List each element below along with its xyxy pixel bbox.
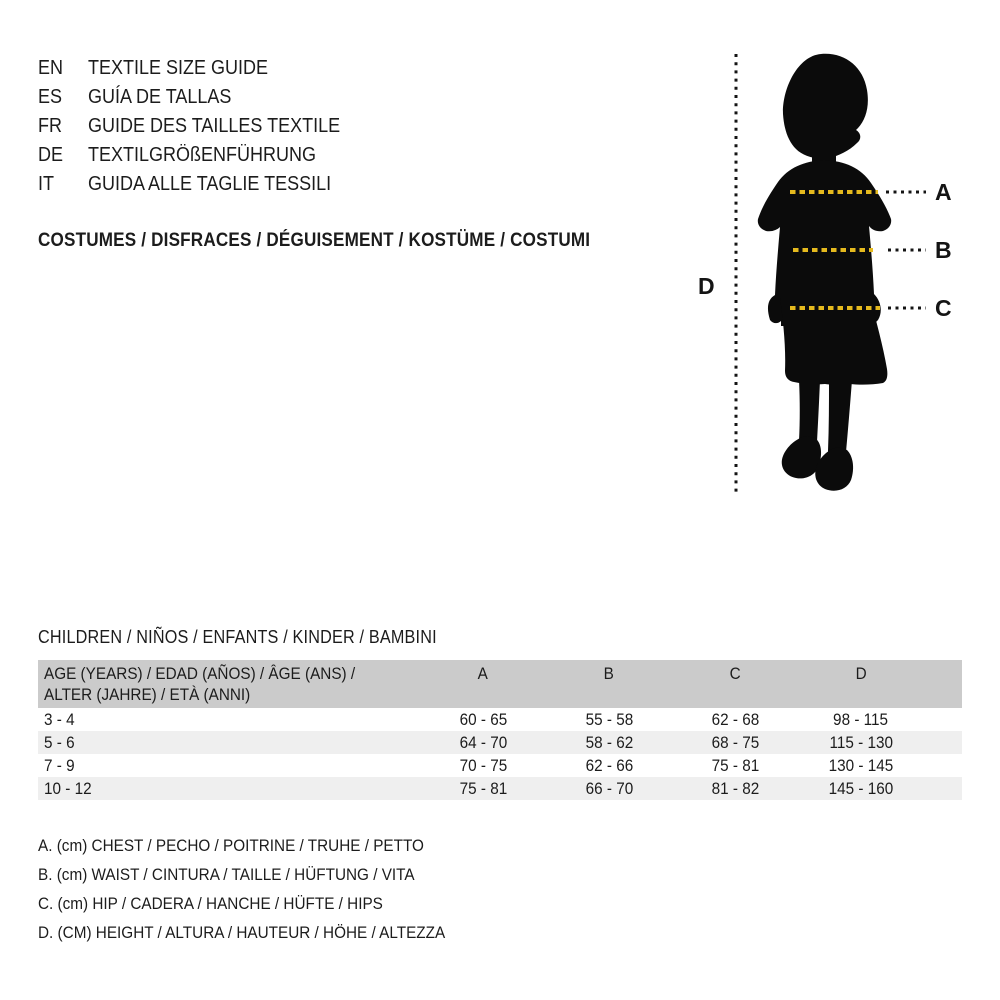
lang-label: TEXTILGRÖßENFÜHRUNG: [88, 144, 317, 166]
lang-row-it: [38, 170, 368, 199]
lang-label: TEXTILE SIZE GUIDE: [88, 57, 269, 79]
height-label: D: [698, 273, 715, 299]
waist-cell: 62 - 66: [585, 756, 633, 775]
age-column-header: AGE (YEARS) / EDAD (AÑOS) / ÂGE (ANS) / ALTER (JAHRE) / ETÀ (ANNI): [44, 664, 356, 704]
table-row: [38, 731, 962, 754]
chest-cell: 64 - 70: [459, 733, 507, 752]
chest-cell: 60 - 65: [459, 710, 507, 729]
measurement-figure: [690, 40, 960, 510]
height-cell: 145 - 160: [828, 779, 894, 798]
lang-code: DE: [38, 144, 64, 166]
section-title-children: CHILDREN / NIÑOS / ENFANTS / KINDER / BAMBINI: [38, 627, 437, 647]
hip-cell: 81 - 82: [711, 779, 759, 798]
size-table: [38, 660, 962, 800]
lang-code: FR: [38, 115, 63, 137]
lang-row-en: [38, 54, 368, 83]
age-cell: 3 - 4: [44, 710, 75, 729]
age-cell: 10 - 12: [44, 779, 92, 798]
age-cell: 7 - 9: [44, 756, 75, 775]
table-row: [38, 754, 962, 777]
legend-chest: A. (cm) CHEST / PECHO / POITRINE / TRUHE / PETTO: [38, 836, 424, 855]
chest-cell: 75 - 81: [459, 779, 507, 798]
language-guide-list: [38, 54, 368, 199]
legend-height: D. (CM) HEIGHT / ALTURA / HAUTEUR / HÖHE / ALTEZZA: [38, 923, 446, 942]
table-header-row: [38, 660, 962, 708]
height-cell: 98 - 115: [833, 710, 889, 729]
column-header-d: D: [855, 664, 867, 683]
lang-code: EN: [38, 57, 64, 79]
measurement-legend: [38, 831, 490, 947]
column-header-a: A: [477, 664, 489, 683]
category-title: COSTUMES / DISFRACES / DÉGUISEMENT / KOSTÜME / COSTUMI: [38, 230, 591, 251]
hip-cell: 68 - 75: [711, 733, 759, 752]
lang-row-de: [38, 141, 368, 170]
child-silhouette-icon: [758, 54, 891, 491]
lang-row-es: [38, 83, 368, 112]
lang-label: GUIDE DES TAILLES TEXTILE: [88, 115, 341, 137]
waist-cell: 58 - 62: [585, 733, 633, 752]
chest-label: A: [935, 179, 952, 205]
waist-cell: 66 - 70: [585, 779, 633, 798]
hip-cell: 62 - 68: [711, 710, 759, 729]
waist-label: B: [935, 237, 952, 263]
table-row: [38, 777, 962, 800]
legend-hip: C. (cm) HIP / CADERA / HANCHE / HÜFTE / HIPS: [38, 894, 383, 913]
lang-label: GUÍA DE TALLAS: [88, 86, 232, 108]
chest-cell: 70 - 75: [459, 756, 507, 775]
column-header-c: C: [729, 664, 741, 683]
lang-row-fr: [38, 112, 368, 141]
height-cell: 115 - 130: [829, 733, 893, 752]
legend-waist: B. (cm) WAIST / CINTURA / TAILLE / HÜFTUNG / VITA: [38, 865, 415, 884]
table-row: [38, 708, 962, 731]
waist-cell: 55 - 58: [585, 710, 633, 729]
column-header-b: B: [603, 664, 615, 683]
lang-label: GUIDA ALLE TAGLIE TESSILI: [88, 173, 332, 195]
lang-code: ES: [38, 86, 63, 108]
hip-cell: 75 - 81: [711, 756, 759, 775]
height-cell: 130 - 145: [828, 756, 894, 775]
age-cell: 5 - 6: [44, 733, 75, 752]
hip-label: C: [935, 295, 952, 321]
lang-code: IT: [38, 173, 55, 195]
